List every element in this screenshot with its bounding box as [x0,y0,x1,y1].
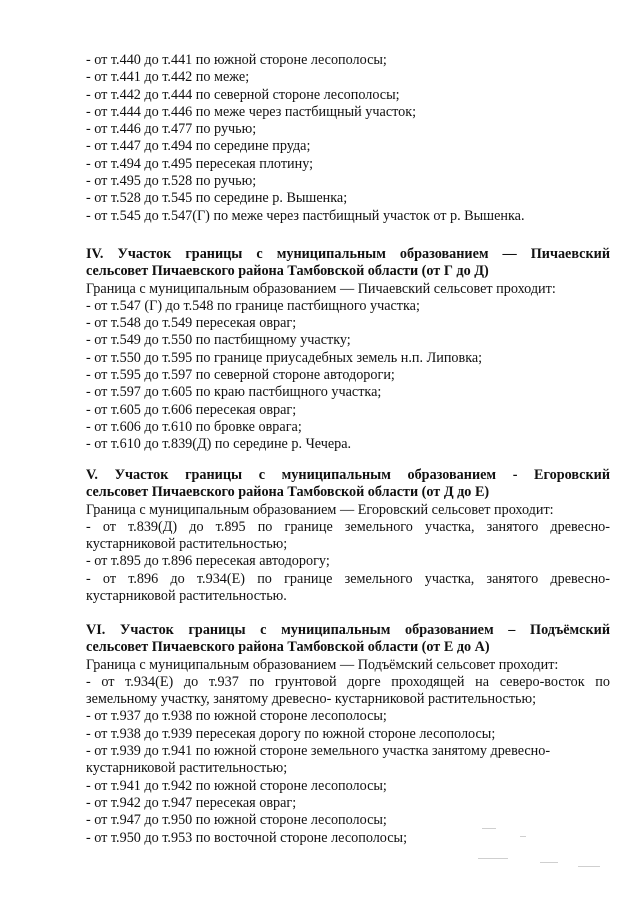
boundary-points-list [86,52,610,225]
text-line: - от т.942 до т.947 пересекая овраг; [86,794,297,811]
text-line: - от т.839(Д) до т.895 по границе земельного участка, занятого древесно- [86,518,610,535]
text-line: - от т.444 до т.446 по меже через пастбищный участок; [86,103,417,120]
text-line: Граница с муниципальным образованием — Егоровский сельсовет проходит: [86,501,554,518]
text-line: - от т.550 до т.595 по границе приусадебных земель н.п. Липовка; [86,349,483,366]
text-line: - от т.447 до т.494 по середине пруда; [86,138,311,155]
text-line: - от т.442 до т.444 по северной стороне лесополосы; [86,86,400,103]
text-line: - от т.605 до т.606 пересекая овраг; [86,401,297,418]
section-heading-line: V. Участок границы с муниципальным образованием - Егоровский [86,467,610,483]
section-heading-line: сельсовет Пичаевского района Тамбовской области (от Г до Д) [86,263,489,280]
text-line: - от т.597 до т.605 по краю пастбищного участка; [86,384,382,401]
text-line: - от т.528 до т.545 по середине р. Вышенка; [86,190,348,207]
text-line: - от т.947 до т.950 по южной стороне лесополосы; [86,812,387,829]
text-line: кустарниковой растительностью; [86,536,288,553]
text-line: - от т.595 до т.597 по северной стороне автодороги; [86,367,395,384]
section-vi-podyomsky [86,622,610,847]
text-line: кустарниковой растительностью; [86,760,288,777]
text-line: - от т.941 до т.942 по южной стороне лесополосы; [86,777,387,794]
text-line: - от т.548 до т.549 пересекая овраг; [86,315,297,332]
text-line: - от т.939 до т.941 по южной стороне земельного участка занятому древесно- [86,743,551,760]
text-line: - от т.440 до т.441 по южной стороне лесополосы; [86,52,387,68]
text-line: земельному участку, занятому древесно- кустарниковой растительностью; [86,691,537,708]
text-line: - от т.950 до т.953 по восточной стороне лесополосы; [86,829,408,846]
section-heading-line: IV. Участок границы с муниципальным образованием — Пичаевский [86,246,610,262]
section-v-egorovsky [86,467,610,605]
text-line: - от т.896 до т.934(Е) по границе земельного участка, занятого древесно- [86,570,610,587]
section-heading-line: VI. Участок границы с муниципальным образованием – Подъёмский [86,622,610,638]
text-line: - от т.895 до т.896 пересекая автодорогу; [86,553,330,570]
text-line: Граница с муниципальным образованием — Пичаевский сельсовет проходит: [86,280,556,297]
text-line: - от т.610 до т.839(Д) по середине р. Чечера. [86,436,352,453]
text-line: - от т.545 до т.547(Г) по меже через пастбищный участок от р. Вышенка. [86,207,525,224]
text-line: - от т.441 до т.442 по меже; [86,69,250,86]
text-line: - от т.547 (Г) до т.548 по границе пастбищного участка; [86,297,420,314]
text-line: - от т.606 до т.610 по бровке оврага; [86,418,302,435]
text-line: Граница с муниципальным образованием — Подъёмский сельсовет проходит: [86,656,559,673]
text-line: - от т.446 до т.477 по ручью; [86,121,257,138]
section-heading-line: сельсовет Пичаевского района Тамбовской области (от Е до А) [86,639,490,656]
text-line: - от т.549 до т.550 по пастбищному участку; [86,332,351,349]
section-iv-pichaevsky [86,246,610,454]
text-line: кустарниковой растительностью. [86,588,287,605]
text-line: - от т.495 до т.528 по ручью; [86,173,257,190]
text-line: - от т.938 до т.939 пересекая дорогу по южной стороне лесополосы; [86,725,496,742]
text-line: - от т.937 до т.938 по южной стороне лесополосы; [86,708,387,725]
section-heading-line: сельсовет Пичаевского района Тамбовской области (от Д до Е) [86,484,490,501]
text-line: - от т.934(Е) до т.937 по грунтовой дорге проходящей на северо-восток по [86,673,610,690]
text-line: - от т.494 до т.495 пересекая плотину; [86,155,314,172]
